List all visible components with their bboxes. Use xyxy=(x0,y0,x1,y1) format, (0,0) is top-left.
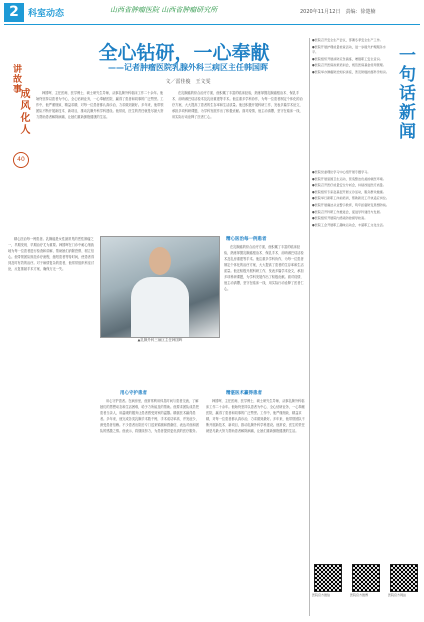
section-title: 科室动态 xyxy=(28,9,65,19)
news-brief-item: ●医院举办肿瘤防治知识讲座，普及防癌抗癌科学知识。 xyxy=(312,69,389,74)
article-column-1 xyxy=(36,90,166,230)
article-byline: 文／雷佳俊 王文雯 xyxy=(165,79,211,85)
article-title: 全心钻研，一心奉献 xyxy=(98,42,270,64)
news-brief-item: ●医院工会开展职工趣味运动会，丰富职工文化生活。 xyxy=(312,222,386,227)
column-number: 40 xyxy=(13,152,29,168)
issue-info: 2020年11月12日 责编：徐楚楠 xyxy=(300,9,376,15)
column-label: 讲故事 xyxy=(11,64,21,94)
news-brief-item: ●医院召开科研工作推进会，促进学科建设与发展。 xyxy=(312,209,383,214)
article-column-right-bottom xyxy=(206,398,306,616)
article-subtitle: ——记者肿瘤医院乳腺外科三病区主任韩国晖 xyxy=(108,63,268,72)
subhead-3: 精湛医术赢得患者 xyxy=(226,391,262,396)
news-brief-item: ●医院召开安全生产会议，部署冬季安全生产工作。 xyxy=(312,38,383,42)
subhead-2: 用心守护患者 xyxy=(120,391,147,396)
news-brief-list-bottom xyxy=(312,170,422,229)
news-brief-item: ●医院举行新职工岗前培训，帮助新员工尽快适应岗位。 xyxy=(312,196,389,201)
news-brief-item: ●医院组织开展院内感染防控督导检查。 xyxy=(312,216,368,221)
page-number: 2 xyxy=(4,3,24,22)
qr-code-icon[interactable] xyxy=(352,564,380,592)
news-brief-list-top xyxy=(312,38,390,76)
article-column-right-top xyxy=(224,244,306,384)
news-brief-item: ●医院党委理论学习中心组开展专题学习。 xyxy=(312,170,371,174)
subhead-1: 精心医治每一例患者 xyxy=(226,237,267,242)
article-column-mid-bottom xyxy=(100,398,200,616)
news-brief-item: ●医院开展护理质量检查活动，进一步提升护理服务水平。 xyxy=(312,44,386,54)
newspaper-logo: 山西省肿瘤医院 山西省肿瘤研究所 xyxy=(110,6,218,14)
article-paragraph: 韩国晖，主任医师，医学博士，硕士研究生导师，从事乳腺外科临床工作二十余年。他始终坚持以患者为中心，全心钻研业务，一心奉献医院，赢得了患者和同事的广泛赞誉。工作中，他严谨细致、精益求精，对每一位患者都认真诊治，力求做到最好。多年来，他带领团队不断开展新技术、新项目，推动乳腺外科学科建设。他常说，医生的责任就是尽最大努力帮助患者解除病痛，让她们重新拥抱健康的生活。 xyxy=(206,399,305,433)
news-brief-item: ●医院开展爱国卫生运动，营造整洁优美的就医环境。 xyxy=(312,176,386,181)
qr-code-row xyxy=(312,560,422,616)
news-brief-title: 一句话新闻 xyxy=(395,46,415,141)
qr-label: 医院官方微信 xyxy=(312,593,331,597)
news-brief-item: ●医院组织开展消防应急演练，增强职工安全意识。 xyxy=(312,56,383,61)
article-paragraph: 在乳腺癌的综合治疗方面，他积累了丰富的临床经验，熟练掌握乳腺癌根治术、保乳手术、前哨淋巴结活检术及乳房重建等手术。他注重多学科协作，为每一位患者制定个体化的治疗方案，大大提高了患者的生存率和生活质量。他还积极开展科研工作，发表多篇学术论文，承担多项科研课题，为学科发展作出了积极贡献。面对疫情，他主动请缨，坚守在临床一线，用实际行动诠释了医者仁心。 xyxy=(172,91,303,119)
photo-caption: ▲乳腺外科三病区主任韩国晖 xyxy=(137,338,183,342)
photo-coat xyxy=(131,277,189,337)
article-paragraph: 在乳腺癌的综合治疗方面，他积累了丰富的临床经验，熟练掌握乳腺癌根治术、保乳手术、前哨淋巴结活检术及乳房重建等手术。他注重多学科协作，为每一位患者制定个体化的治疗方案，大大提高了患者的生存率和生活质量。他还积极开展科研工作，发表多篇学术论文，承担多项科研课题，为学科发展作出了积极贡献。面对疫情，他主动请缨，坚守在临床一线，用实际行动诠释了医者仁心。 xyxy=(224,245,304,291)
article-paragraph: 韩国晖，主任医师，医学博士，硕士研究生导师，从事乳腺外科临床工作二十余年。他始终坚持以患者为中心，全心钻研业务，一心奉献医院，赢得了患者和同事的广泛赞誉。工作中，他严谨细致、精益求精，对每一位患者都认真诊治，力求做到最好。多年来，他带领团队不断开展新技术、新项目，推动乳腺外科学科建设。他常说，医生的责任就是尽最大努力帮助患者解除病痛，让她们重新拥抱健康的生活。 xyxy=(36,91,164,119)
column-divider xyxy=(309,38,310,616)
news-brief-item: ●医院组织专家赴基层开展义诊活动，服务群众健康。 xyxy=(312,189,386,194)
qr-label: 医院官方网站 xyxy=(388,593,407,597)
header-rule xyxy=(4,24,420,25)
news-brief-item: ●医院开展廉洁从业警示教育，筑牢拒腐防变思想防线。 xyxy=(312,202,389,207)
qr-label: 医院官方微博 xyxy=(350,593,369,597)
article-paragraph: 精心医治每一例患者。乳腺癌是女性最常见的恶性肿瘤之一，早期发现、早期治疗尤为重要。韩国晖在门诊中耐心细致地为每一位患者进行检查和讲解，帮助她们消除恐惧、树立信心。他带领团队规范诊疗流程，缩短患者等待时间，使患者得到及时有效的治疗。对于病情复杂的患者，他常常组织科室讨论，反复推敲手术方案，确保万无一失。 xyxy=(8,237,95,271)
qr-code-icon[interactable] xyxy=(314,564,342,592)
qr-code-icon[interactable] xyxy=(390,564,418,592)
article-column-left xyxy=(8,236,96,616)
doctor-photo xyxy=(100,236,220,338)
article-paragraph: 用心守护患者。在病房里，他常常利用休息时间与患者交流，了解她们的思想动态和生活困难，给予力所能及的帮助。他要求团队成员把患者当亲人，用温暖的服务让患者感受到家的温馨。精湛医术赢得患者。多年来，他完成各类乳腺手术数千例，手术成功率高、并发症少，深受患者信赖。不少患者出院后专门送来锦旗和感谢信，表达对他和团队的感激之情。他表示，将继续努力，为患者提供更优质的医疗服务。 xyxy=(100,399,199,433)
news-brief-item: ●医院召开医疗质量安全分析会，持续改进医疗质量。 xyxy=(312,183,386,188)
article-column-2 xyxy=(172,90,304,230)
page-header xyxy=(0,0,424,26)
photo-face xyxy=(149,247,171,275)
column-name: 成风化人 xyxy=(18,88,29,136)
news-brief-item: ●医院召开医保政策培训会，规范医保基金使用管理。 xyxy=(312,63,386,68)
